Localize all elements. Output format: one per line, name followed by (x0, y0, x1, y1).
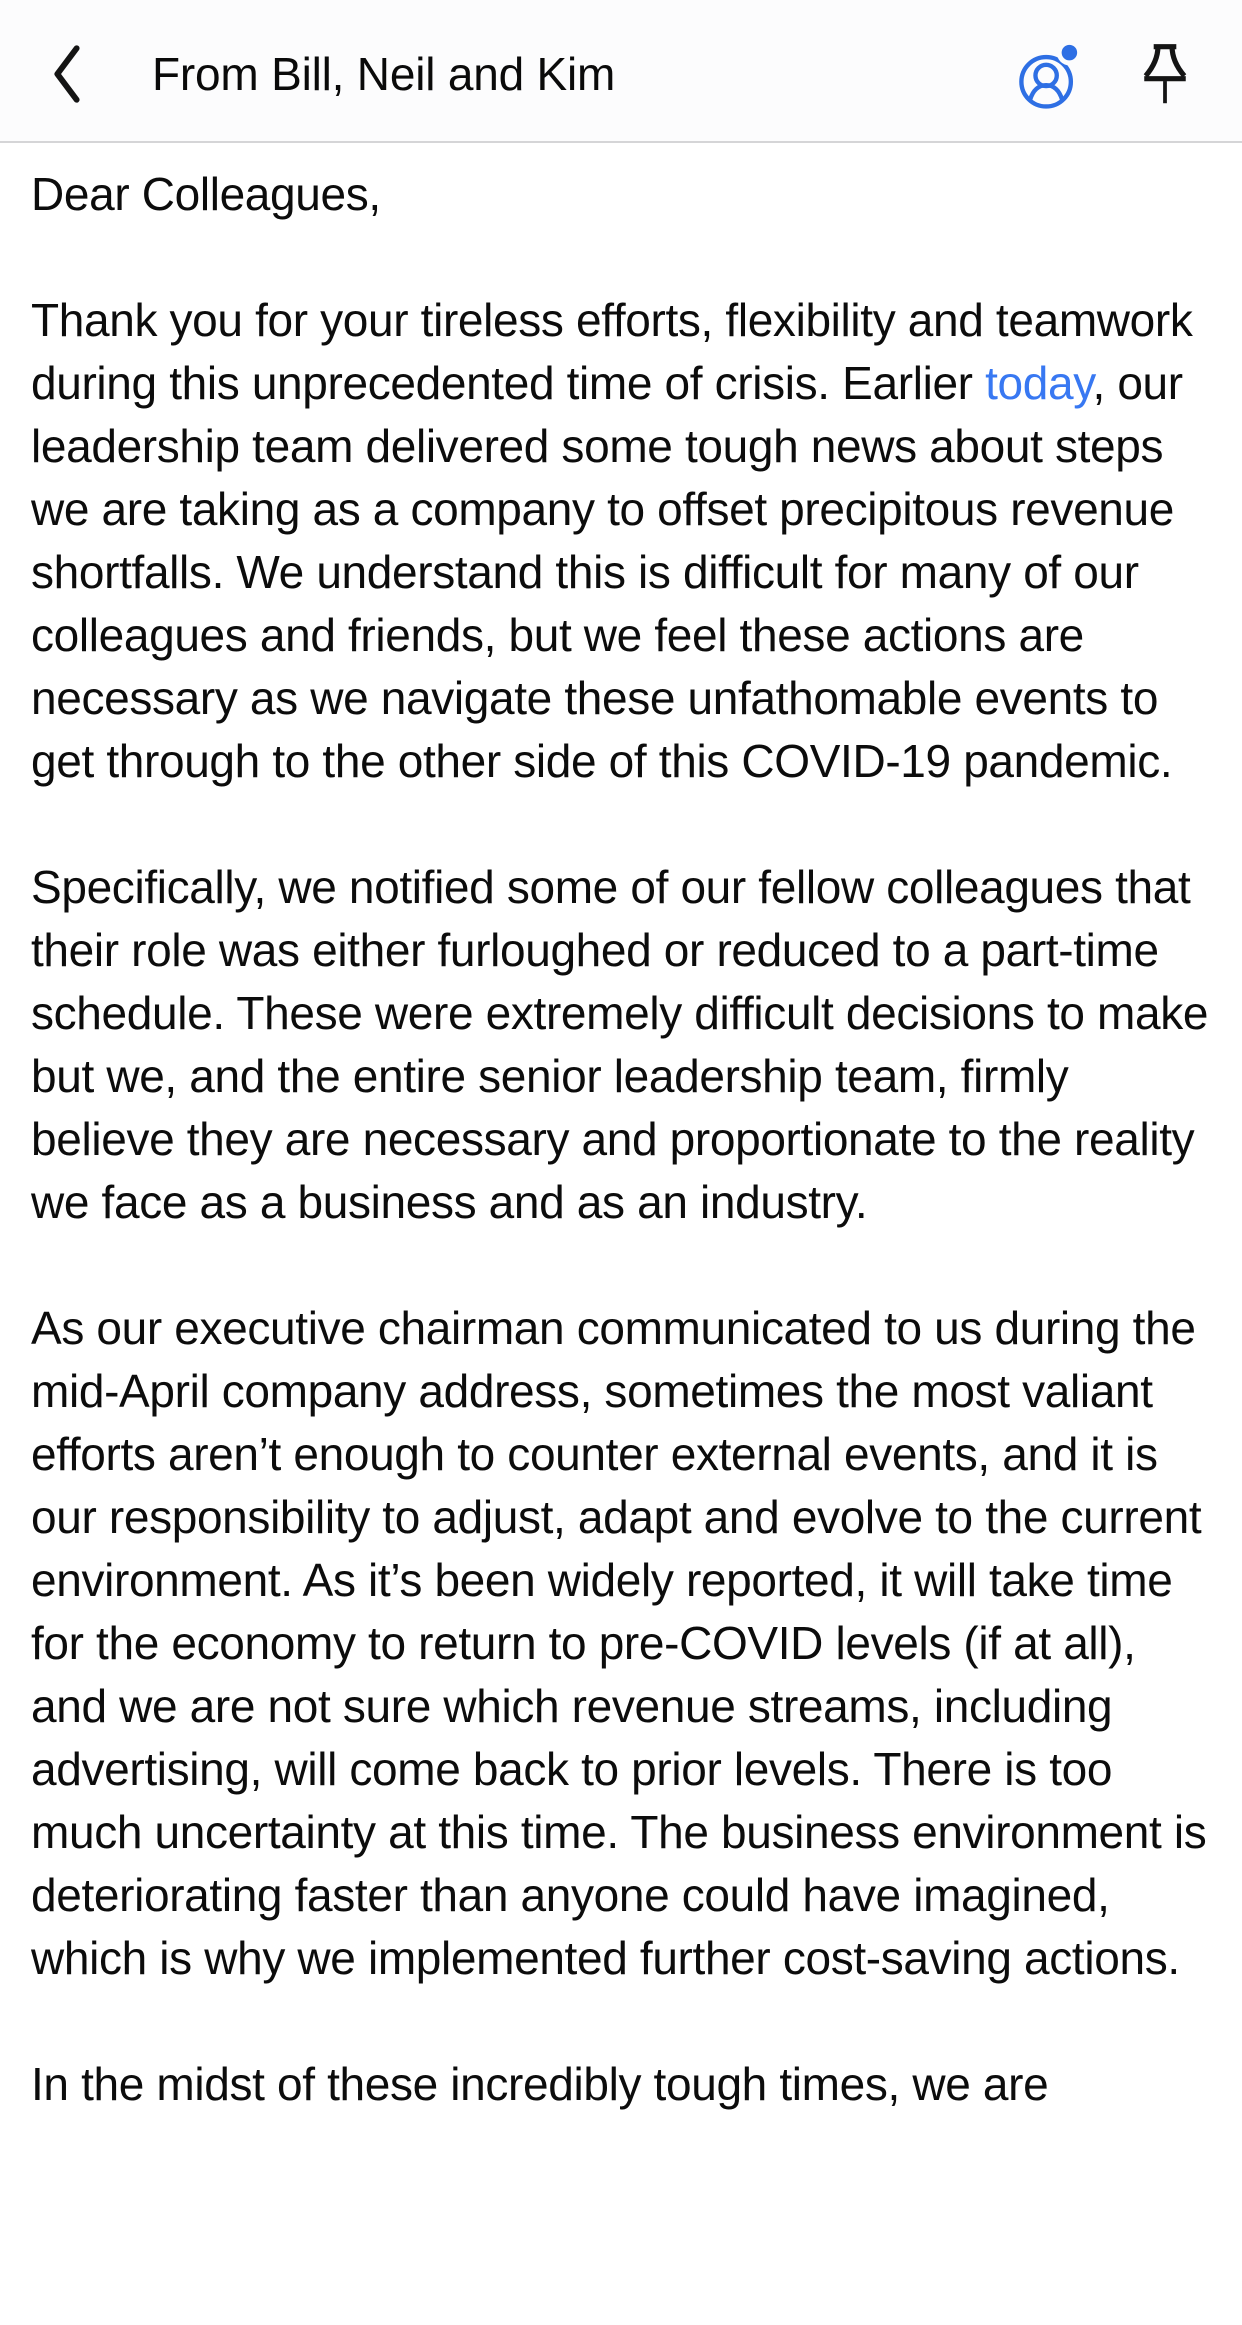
today-link[interactable]: today (985, 357, 1093, 409)
header-actions (1018, 39, 1190, 109)
chevron-left-icon (50, 44, 84, 104)
page-title: From Bill, Neil and Kim (152, 47, 616, 100)
paragraph-midst-tough-times: In the midst of these incredibly tough times, we are (31, 2058, 1049, 2110)
salutation: Dear Colleagues, (31, 168, 381, 220)
note-body[interactable] (0, 143, 1242, 2116)
pin-button[interactable] (1140, 41, 1190, 107)
pushpin-icon (1140, 41, 1190, 107)
shared-people-button[interactable] (1018, 39, 1082, 109)
people-presence-icon (1018, 39, 1082, 109)
paragraph-executive-chairman: As our executive chairman communicated to us during the mid-April company address, sometimes the most valiant efforts aren’t enough to counter external events, and it is our responsibility to adjust, adapt and evolve to the current environment. As it’s been widely reported, it will take time for the economy to return to pre-COVID levels (if at all), and we are not sure which revenue streams, including advertising, will come back to prior levels. There is too much uncertainty at this time. The business environment is deteriorating faster than anyone could have imagined, which is why we implemented further cost-saving actions. (31, 1302, 1207, 1984)
nav-bar (0, 0, 1242, 143)
back-button[interactable] (50, 42, 92, 106)
paragraph-thank-you (31, 289, 1211, 793)
paragraph-text: Thank you for your tireless efforts, flexibility and teamwork during this unprecedented time of crisis. Earlier (31, 294, 1193, 409)
paragraph-text: , our leadership team delivered some tough news about steps we are taking as a company to offset precipitous revenue shortfalls. We understand this is difficult for many of our colleagues and friends, but we feel these actions are necessary as we navigate these unfathomable events to get through to the other side of this COVID-19 pandemic. (31, 357, 1183, 787)
paragraph-specifically: Specifically, we notified some of our fellow colleagues that their role was either furloughed or reduced to a part-time schedule. These were extremely difficult decisions to make but we, and the entire senior leadership team, firmly believe they are necessary and proportionate to the reality we face as a business and as an industry. (31, 861, 1209, 1228)
